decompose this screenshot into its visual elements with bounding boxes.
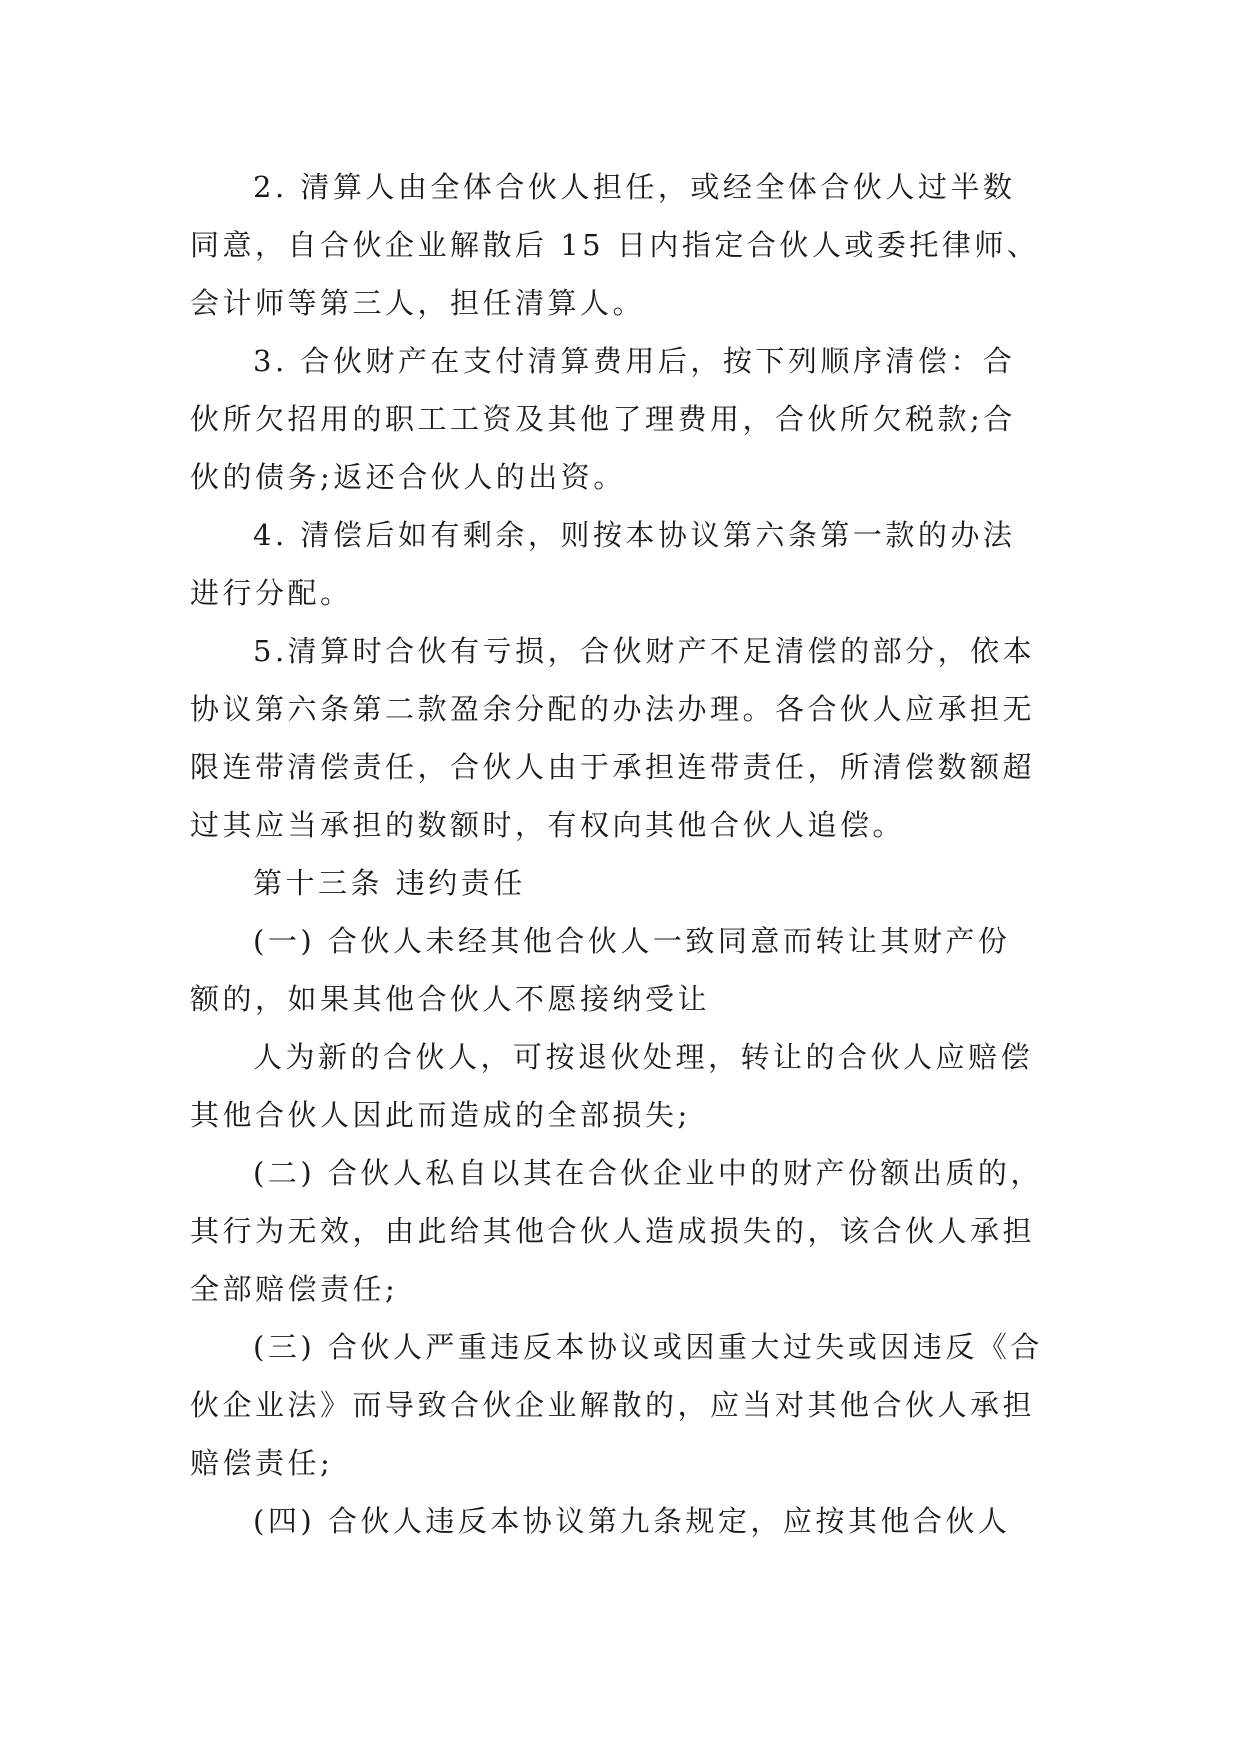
text-line: 协议第六条第二款盈余分配的办法办理。各合伙人应承担无 [190,692,1036,726]
text-line: (四) 合伙人违反本协议第九条规定，应按其他合伙人 [253,1504,1011,1538]
text-line: 3. 合伙财产在支付清算费用后，按下列顺序清偿：合 [253,344,1016,378]
text-line: 全部赔偿责任; [190,1272,399,1306]
text-line: 5.清算时合伙有亏损，合伙财产不足清偿的部分，依本 [253,634,1036,668]
text-line: 伙所欠招用的职工工资及其他了理费用，合伙所欠税款;合 [190,402,1016,436]
text-line: 限连带清偿责任，合伙人由于承担连带责任，所清偿数额超 [190,750,1036,784]
text-line: 伙企业法》而导致合伙企业解散的，应当对其他合伙人承担 [190,1388,1036,1422]
text-line: 进行分配。 [190,576,353,610]
text-line: 人为新的合伙人，可按退伙处理，转让的合伙人应赔偿 [253,1040,1034,1074]
text-line: (三) 合伙人严重违反本协议或因重大过失或因违反《合 [253,1330,1043,1364]
text-line: (二) 合伙人私自以其在合伙企业中的财产份额出质的， [253,1156,1043,1190]
text-line: (一) 合伙人未经其他合伙人一致同意而转让其财产份 [253,924,1011,958]
text-line: 其行为无效，由此给其他合伙人造成损失的，该合伙人承担 [190,1214,1036,1248]
article-heading: 第十三条 违约责任 [253,866,526,900]
text-line: 2. 清算人由全体合伙人担任，或经全体合伙人过半数 [253,170,1016,204]
text-line: 过其应当承担的数额时，有权向其他合伙人追偿。 [190,808,906,842]
text-line: 伙的债务;返还合伙人的出资。 [190,460,626,494]
text-line: 赔偿责任; [190,1446,334,1480]
text-line: 额的，如果其他合伙人不愿接纳受让 [190,982,711,1016]
text-line: 其他合伙人因此而造成的全部损失; [190,1098,691,1132]
text-line: 会计师等第三人，担任清算人。 [190,286,646,320]
text-line: 同意，自合伙企业解散后 15 日内指定合伙人或委托律师、 [190,228,1040,262]
text-line: 4. 清偿后如有剩余，则按本协议第六条第一款的办法 [253,518,1016,552]
